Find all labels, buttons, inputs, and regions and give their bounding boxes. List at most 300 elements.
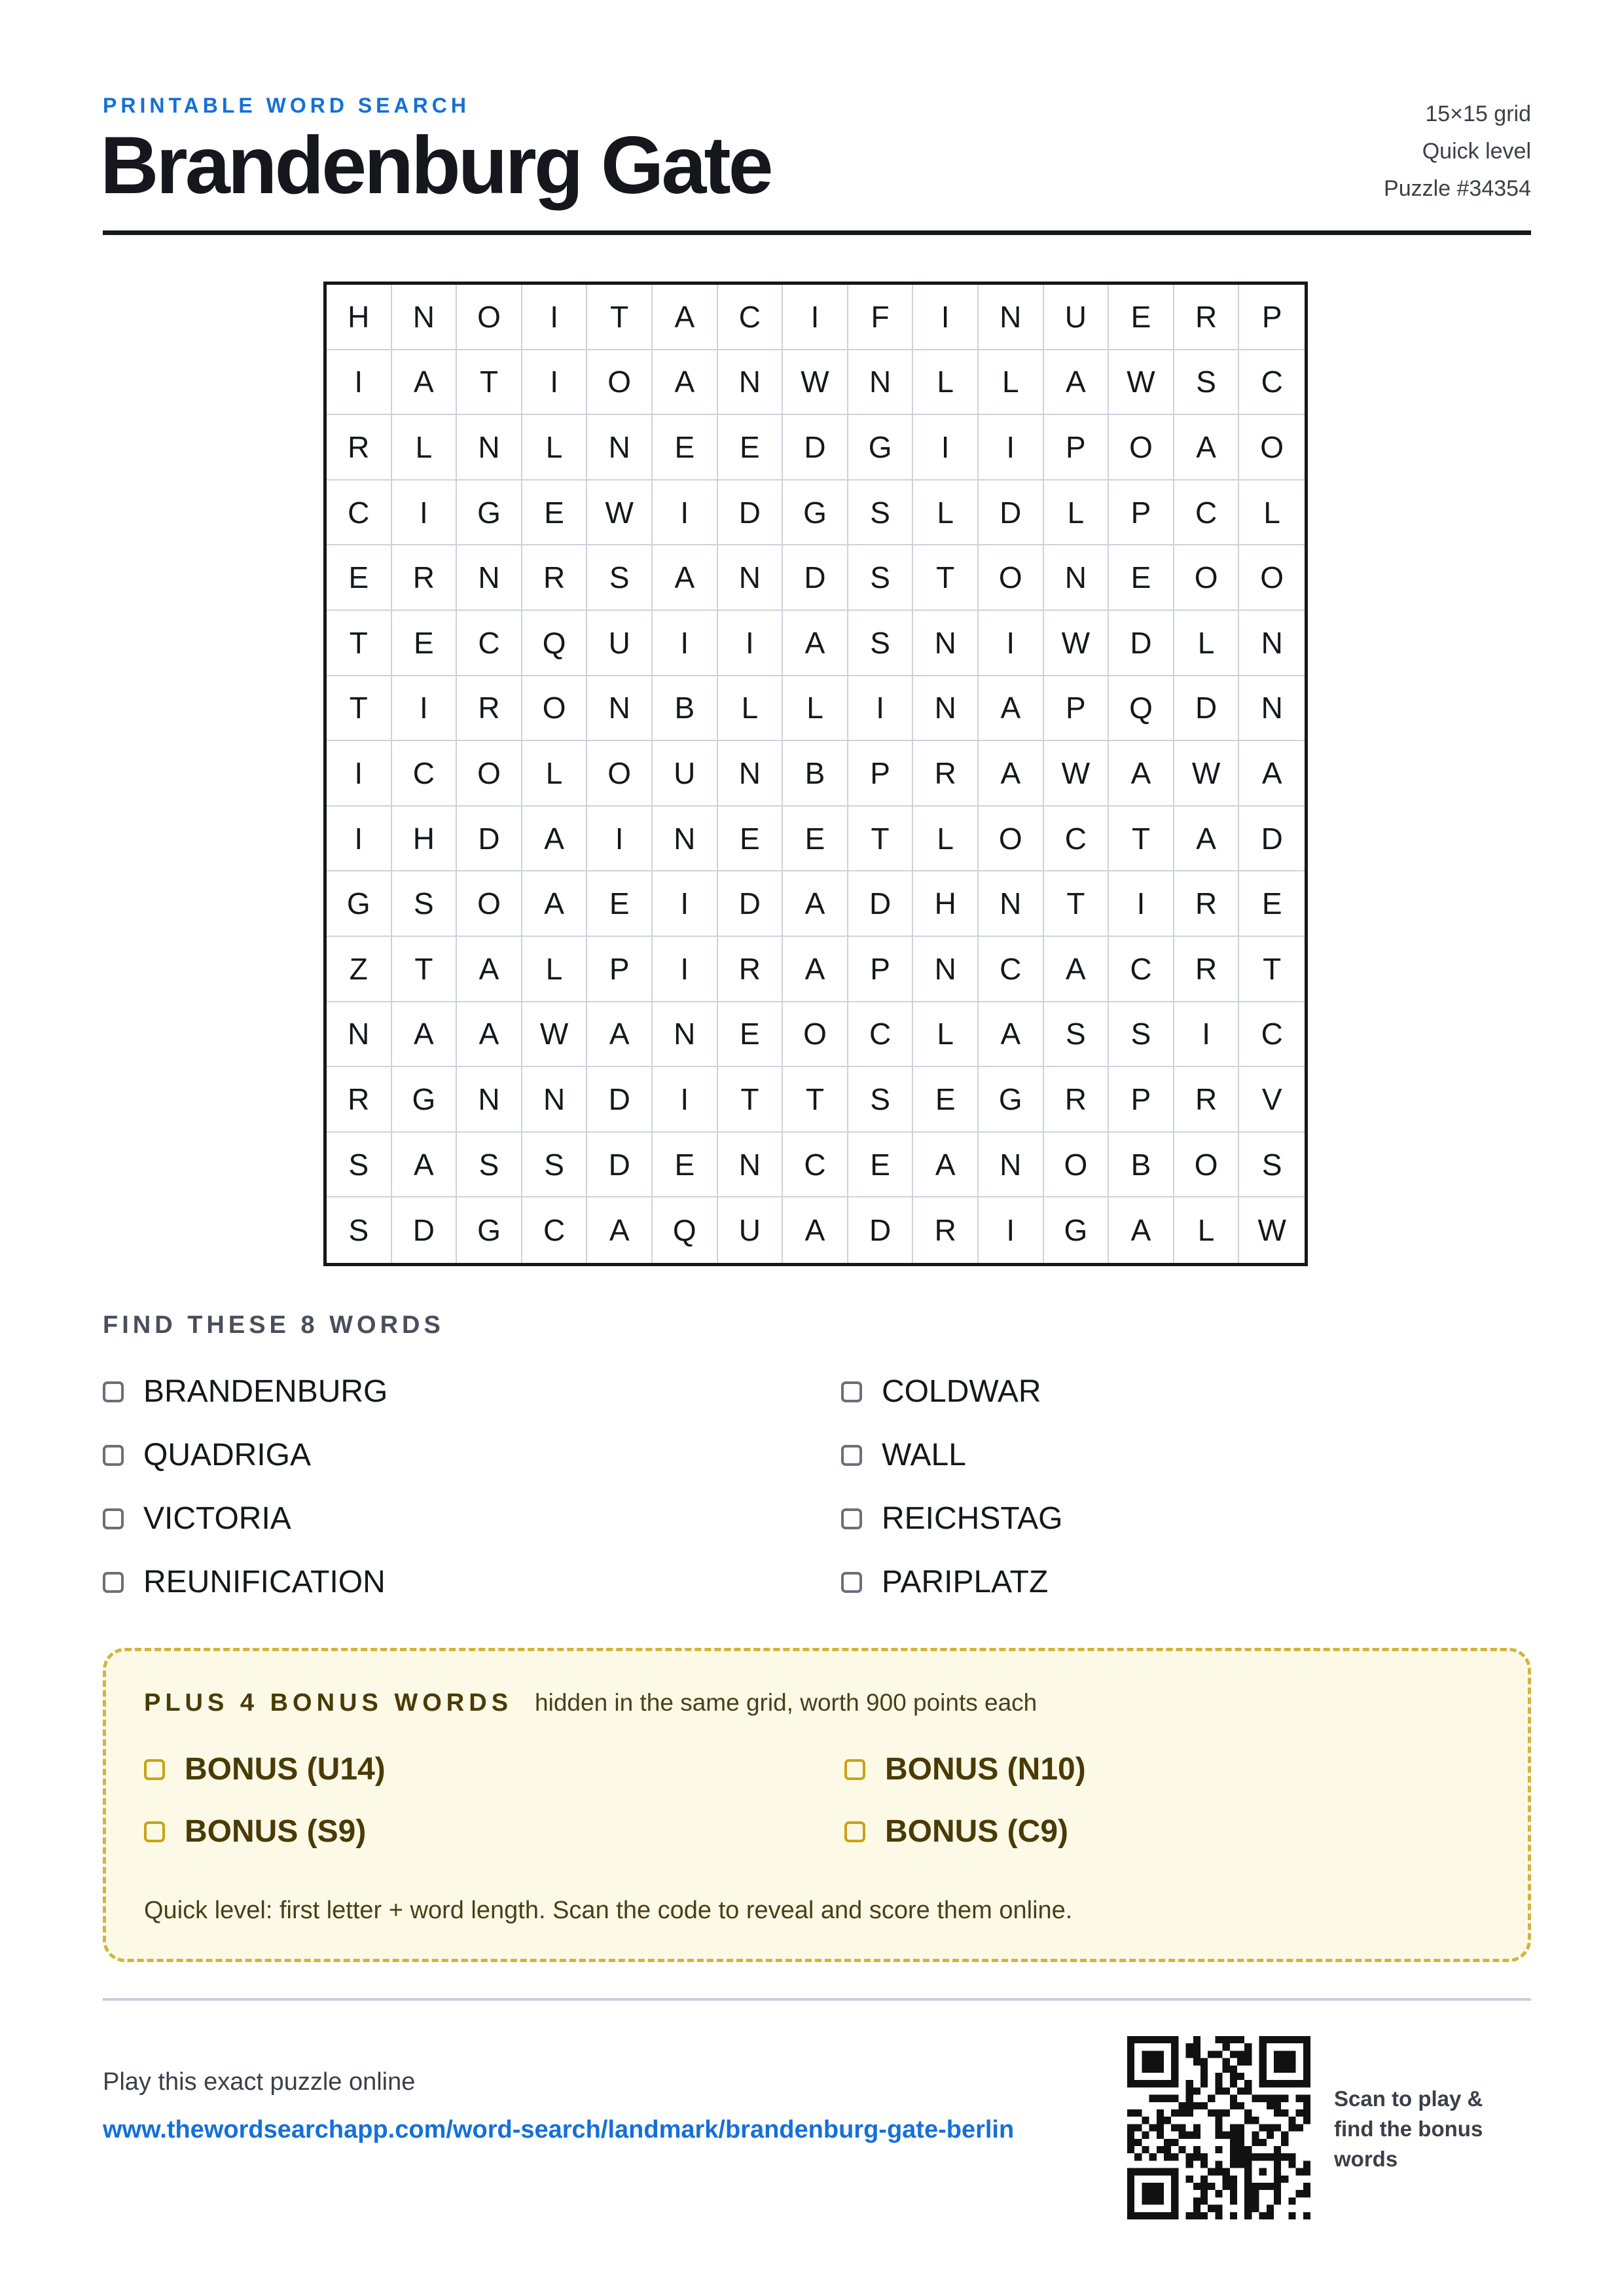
word-label: COLDWAR xyxy=(882,1374,1041,1409)
grid-cell[interactable]: W xyxy=(522,1002,588,1068)
word-item xyxy=(103,1368,841,1415)
grid-cell[interactable]: R xyxy=(327,415,392,481)
grid-cell[interactable]: T xyxy=(783,1067,848,1133)
grid-cell[interactable]: O xyxy=(457,741,522,807)
grid-cell[interactable]: H xyxy=(327,285,392,350)
grid-cell[interactable]: P xyxy=(1109,1067,1174,1133)
checkbox[interactable] xyxy=(841,1381,862,1402)
grid-cell[interactable]: I xyxy=(653,871,718,937)
checkbox[interactable] xyxy=(841,1445,862,1466)
qr-module xyxy=(1142,2146,1149,2153)
grid-cell[interactable]: L xyxy=(718,676,784,742)
grid-cell[interactable]: P xyxy=(1239,285,1305,350)
grid-cell[interactable]: S xyxy=(327,1133,392,1198)
grid-cell[interactable]: N xyxy=(1239,611,1305,676)
grid-cell[interactable]: S xyxy=(848,611,914,676)
grid-cell[interactable]: A xyxy=(1174,415,1240,481)
qr-module xyxy=(1200,2102,1208,2109)
qr-module xyxy=(1223,2183,1230,2190)
grid-cell[interactable]: W xyxy=(1044,741,1110,807)
grid-cell[interactable]: R xyxy=(457,676,522,742)
grid-cell[interactable]: T xyxy=(392,937,458,1002)
grid-cell[interactable]: O xyxy=(979,545,1044,611)
checkbox[interactable] xyxy=(103,1381,124,1402)
grid-cell[interactable]: A xyxy=(1239,741,1305,807)
grid-cell[interactable]: C xyxy=(1239,1002,1305,1068)
qr-module xyxy=(1164,2036,1171,2043)
grid-cell[interactable]: E xyxy=(783,807,848,872)
grid-cell[interactable]: N xyxy=(718,1133,784,1198)
grid-cell[interactable]: E xyxy=(653,415,718,481)
grid-cell[interactable]: S xyxy=(1044,1002,1110,1068)
grid-cell[interactable]: R xyxy=(1174,937,1240,1002)
grid-cell[interactable]: N xyxy=(979,1133,1044,1198)
grid-cell[interactable]: S xyxy=(457,1133,522,1198)
qr-module xyxy=(1281,2058,1288,2066)
grid-cell[interactable]: H xyxy=(913,871,979,937)
grid-cell[interactable]: E xyxy=(522,481,588,546)
grid-cell[interactable]: D xyxy=(587,1133,653,1198)
grid-cell[interactable]: Q xyxy=(522,611,588,676)
grid-cell[interactable]: A xyxy=(913,1133,979,1198)
grid-cell[interactable]: D xyxy=(783,545,848,611)
grid-cell[interactable]: L xyxy=(913,807,979,872)
word-item xyxy=(841,1368,1531,1415)
grid-cell[interactable]: N xyxy=(979,871,1044,937)
qr-module xyxy=(1164,2146,1171,2153)
grid-cell[interactable]: U xyxy=(653,741,718,807)
grid-cell[interactable]: A xyxy=(979,1002,1044,1068)
grid-cell[interactable]: N xyxy=(392,285,458,350)
grid-cell[interactable]: A xyxy=(653,285,718,350)
grid-cell[interactable]: B xyxy=(653,676,718,742)
grid-cell[interactable]: A xyxy=(457,1002,522,1068)
grid-cell[interactable]: S xyxy=(1109,1002,1174,1068)
qr-module xyxy=(1186,2087,1193,2094)
bonus-checkbox[interactable] xyxy=(144,1759,165,1780)
checkbox[interactable] xyxy=(841,1508,862,1529)
grid-cell[interactable]: L xyxy=(392,415,458,481)
grid-cell[interactable]: I xyxy=(1174,1002,1240,1068)
grid-cell[interactable]: N xyxy=(718,545,784,611)
grid-cell[interactable]: B xyxy=(1109,1133,1174,1198)
grid-cell[interactable]: W xyxy=(587,481,653,546)
grid-cell[interactable]: I xyxy=(392,676,458,742)
grid-cell[interactable]: A xyxy=(653,545,718,611)
grid-cell[interactable]: N xyxy=(587,676,653,742)
grid-cell[interactable]: S xyxy=(392,871,458,937)
grid-cell[interactable]: S xyxy=(327,1197,392,1263)
grid-cell[interactable]: T xyxy=(1044,871,1110,937)
qr-module xyxy=(1200,2197,1208,2204)
grid-cell[interactable]: I xyxy=(327,807,392,872)
grid-cell[interactable]: O xyxy=(522,676,588,742)
grid-cell[interactable]: N xyxy=(1239,676,1305,742)
bonus-checkbox[interactable] xyxy=(844,1759,865,1780)
grid-cell[interactable]: S xyxy=(848,545,914,611)
grid-cell[interactable]: P xyxy=(848,937,914,1002)
grid-cell[interactable]: I xyxy=(783,285,848,350)
grid-cell[interactable]: E xyxy=(718,415,784,481)
grid-cell[interactable]: R xyxy=(913,741,979,807)
bonus-checkbox[interactable] xyxy=(144,1821,165,1842)
grid-cell[interactable]: L xyxy=(1174,1197,1240,1263)
grid-cell[interactable]: S xyxy=(1174,350,1240,416)
grid-cell[interactable]: E xyxy=(1109,285,1174,350)
grid-cell[interactable]: D xyxy=(848,871,914,937)
grid-cell[interactable]: T xyxy=(913,545,979,611)
grid-cell[interactable]: A xyxy=(783,611,848,676)
qr-module xyxy=(1288,2058,1295,2066)
grid-cell[interactable]: T xyxy=(718,1067,784,1133)
grid-cell[interactable]: O xyxy=(457,871,522,937)
grid-cell[interactable]: A xyxy=(653,350,718,416)
grid-cell[interactable]: C xyxy=(457,611,522,676)
grid-cell[interactable]: P xyxy=(1044,676,1110,742)
grid-cell[interactable]: A xyxy=(783,1197,848,1263)
grid-cell[interactable]: S xyxy=(587,545,653,611)
grid-cell[interactable]: P xyxy=(587,937,653,1002)
grid-cell[interactable]: C xyxy=(327,481,392,546)
grid-cell[interactable]: D xyxy=(457,807,522,872)
grid-cell[interactable]: E xyxy=(848,1133,914,1198)
grid-cell[interactable]: N xyxy=(522,1067,588,1133)
qr-module xyxy=(1223,2176,1230,2183)
qr-module xyxy=(1252,2117,1259,2124)
qr-module xyxy=(1237,2132,1244,2139)
grid-cell[interactable]: Z xyxy=(327,937,392,1002)
puzzle-url-link[interactable]: www.thewordsearchapp.com/word-search/landmark/brandenburg-gate-berlin xyxy=(103,2116,1015,2143)
qr-module xyxy=(1267,2212,1274,2219)
page-title: Brandenburg Gate xyxy=(100,120,771,211)
grid-cell[interactable]: I xyxy=(979,611,1044,676)
qr-module xyxy=(1171,2190,1178,2197)
grid-cell[interactable]: O xyxy=(587,741,653,807)
qr-module xyxy=(1215,2212,1222,2219)
grid-cell[interactable]: L xyxy=(783,676,848,742)
grid-cell[interactable]: G xyxy=(392,1067,458,1133)
grid-cell[interactable]: N xyxy=(457,415,522,481)
grid-cell[interactable]: A xyxy=(1109,1197,1174,1263)
grid-cell[interactable]: G xyxy=(457,1197,522,1263)
grid-cell[interactable]: P xyxy=(1109,481,1174,546)
grid-cell[interactable]: L xyxy=(522,937,588,1002)
grid-cell[interactable]: I xyxy=(522,350,588,416)
grid-cell[interactable]: E xyxy=(718,1002,784,1068)
grid-cell[interactable]: G xyxy=(457,481,522,546)
qr-module xyxy=(1230,2212,1237,2219)
grid-cell[interactable]: E xyxy=(653,1133,718,1198)
grid-cell[interactable]: O xyxy=(587,350,653,416)
grid-cell[interactable]: A xyxy=(522,871,588,937)
grid-cell[interactable]: F xyxy=(848,285,914,350)
grid-cell[interactable]: W xyxy=(783,350,848,416)
grid-cell[interactable]: L xyxy=(913,1002,979,1068)
grid-cell[interactable]: E xyxy=(1239,871,1305,937)
qr-module xyxy=(1296,2095,1303,2102)
qr-module xyxy=(1171,2212,1178,2219)
grid-cell[interactable]: I xyxy=(327,741,392,807)
grid-cell[interactable]: E xyxy=(327,545,392,611)
qr-module xyxy=(1164,2139,1171,2146)
grid-cell[interactable]: R xyxy=(1174,285,1240,350)
qr-module xyxy=(1215,2160,1222,2168)
grid-cell[interactable]: D xyxy=(848,1197,914,1263)
grid-cell[interactable]: A xyxy=(522,807,588,872)
grid-cell[interactable]: G xyxy=(327,871,392,937)
grid-cell[interactable]: N xyxy=(913,676,979,742)
grid-cell[interactable]: A xyxy=(392,350,458,416)
grid-cell[interactable]: N xyxy=(457,545,522,611)
grid-cell[interactable]: I xyxy=(653,481,718,546)
grid-cell[interactable]: C xyxy=(1174,481,1240,546)
grid-cell[interactable]: O xyxy=(1239,545,1305,611)
grid-cell[interactable]: E xyxy=(392,611,458,676)
grid-cell[interactable]: R xyxy=(718,937,784,1002)
grid-cell[interactable]: L xyxy=(1239,481,1305,546)
qr-module xyxy=(1171,2080,1178,2087)
grid-cell[interactable]: S xyxy=(1239,1133,1305,1198)
word-label: PARIPLATZ xyxy=(882,1565,1049,1599)
grid-cell[interactable]: E xyxy=(587,871,653,937)
grid-cell[interactable]: R xyxy=(1174,871,1240,937)
grid-cell[interactable]: E xyxy=(718,807,784,872)
grid-cell[interactable]: O xyxy=(1174,545,1240,611)
grid-cell[interactable]: V xyxy=(1239,1067,1305,1133)
grid-cell[interactable]: I xyxy=(327,350,392,416)
grid-cell[interactable]: A xyxy=(587,1197,653,1263)
grid-cell[interactable]: I xyxy=(718,611,784,676)
word-label: BRANDENBURG xyxy=(143,1374,388,1409)
checkbox[interactable] xyxy=(103,1508,124,1529)
qr-module xyxy=(1127,2073,1134,2080)
grid-cell[interactable]: C xyxy=(1239,350,1305,416)
grid-cell[interactable]: I xyxy=(979,415,1044,481)
grid-cell[interactable]: U xyxy=(1044,285,1110,350)
grid-cell[interactable]: W xyxy=(1109,350,1174,416)
qr-module xyxy=(1259,2043,1267,2050)
grid-cell[interactable]: S xyxy=(848,1067,914,1133)
grid-cell[interactable]: D xyxy=(1109,611,1174,676)
grid-cell[interactable]: C xyxy=(848,1002,914,1068)
grid-cell[interactable]: D xyxy=(1239,807,1305,872)
grid-cell[interactable]: A xyxy=(392,1133,458,1198)
grid-cell[interactable]: R xyxy=(522,545,588,611)
grid-cell[interactable]: D xyxy=(718,481,784,546)
grid-cell[interactable]: C xyxy=(522,1197,588,1263)
grid-cell[interactable]: A xyxy=(783,871,848,937)
grid-cell[interactable]: O xyxy=(1174,1133,1240,1198)
grid-cell[interactable]: N xyxy=(718,350,784,416)
qr-module xyxy=(1164,2212,1171,2219)
qr-module xyxy=(1244,2168,1252,2176)
grid-cell[interactable]: I xyxy=(913,285,979,350)
grid-cell[interactable]: T xyxy=(587,285,653,350)
qr-module xyxy=(1208,2050,1215,2058)
grid-cell[interactable]: D xyxy=(1174,676,1240,742)
grid-cell[interactable]: B xyxy=(783,741,848,807)
find-words-heading: FIND THESE 8 WORDS xyxy=(103,1311,444,1339)
grid-cell[interactable]: I xyxy=(587,807,653,872)
grid-cell[interactable]: C xyxy=(1044,807,1110,872)
grid-cell[interactable]: C xyxy=(979,937,1044,1002)
grid-cell[interactable]: T xyxy=(327,676,392,742)
qr-module xyxy=(1274,2153,1281,2160)
grid-cell[interactable]: N xyxy=(653,1002,718,1068)
grid-cell[interactable]: L xyxy=(522,741,588,807)
grid-cell[interactable]: G xyxy=(848,415,914,481)
qr-module xyxy=(1157,2058,1164,2066)
qr-module xyxy=(1259,2036,1267,2043)
grid-cell[interactable]: N xyxy=(913,611,979,676)
grid-cell[interactable]: D xyxy=(587,1067,653,1133)
grid-cell[interactable]: N xyxy=(1044,545,1110,611)
grid-cell[interactable]: R xyxy=(1174,1067,1240,1133)
grid-cell[interactable]: I xyxy=(913,415,979,481)
grid-cell[interactable]: P xyxy=(1044,415,1110,481)
grid-cell[interactable]: O xyxy=(979,807,1044,872)
grid-cell[interactable]: A xyxy=(1109,741,1174,807)
grid-cell[interactable]: O xyxy=(1109,415,1174,481)
grid-cell[interactable]: O xyxy=(1239,415,1305,481)
grid-cell[interactable]: W xyxy=(1044,611,1110,676)
grid-cell[interactable]: S xyxy=(522,1133,588,1198)
grid-cell[interactable]: D xyxy=(718,871,784,937)
grid-cell[interactable]: N xyxy=(848,350,914,416)
qr-module xyxy=(1244,2197,1252,2204)
grid-cell[interactable]: N xyxy=(653,807,718,872)
grid-cell[interactable]: Q xyxy=(653,1197,718,1263)
qr-module xyxy=(1142,2036,1149,2043)
grid-cell[interactable]: E xyxy=(1109,545,1174,611)
qr-module xyxy=(1288,2212,1295,2219)
grid-cell[interactable]: N xyxy=(457,1067,522,1133)
grid-cell[interactable]: L xyxy=(979,350,1044,416)
grid-cell[interactable]: I xyxy=(848,676,914,742)
grid-cell[interactable]: Q xyxy=(1109,676,1174,742)
grid-cell[interactable]: N xyxy=(913,937,979,1002)
qr-module xyxy=(1303,2168,1310,2176)
grid-cell[interactable]: P xyxy=(848,741,914,807)
grid-cell[interactable]: D xyxy=(783,415,848,481)
qr-code[interactable] xyxy=(1127,2036,1310,2219)
grid-cell[interactable]: L xyxy=(1044,481,1110,546)
grid-cell[interactable]: N xyxy=(327,1002,392,1068)
grid-cell[interactable]: I xyxy=(979,1197,1044,1263)
grid-cell[interactable]: D xyxy=(979,481,1044,546)
grid-cell[interactable]: N xyxy=(587,415,653,481)
grid-cell[interactable]: W xyxy=(1257,1213,1286,1248)
grid-cell[interactable]: A xyxy=(457,937,522,1002)
qr-module xyxy=(1193,2036,1200,2043)
grid-cell[interactable]: O xyxy=(1044,1133,1110,1198)
qr-module xyxy=(1171,2183,1178,2190)
grid-cell[interactable]: A xyxy=(1044,350,1110,416)
grid-cell[interactable]: R xyxy=(913,1197,979,1263)
grid-cell[interactable]: O xyxy=(457,285,522,350)
grid-cell[interactable]: I xyxy=(392,481,458,546)
qr-module xyxy=(1127,2146,1134,2153)
grid-cell[interactable]: A xyxy=(979,676,1044,742)
grid-cell[interactable]: I xyxy=(653,611,718,676)
grid-cell[interactable]: N xyxy=(718,741,784,807)
qr-module xyxy=(1244,2205,1252,2212)
grid-cell[interactable]: D xyxy=(392,1197,458,1263)
grid-cell[interactable]: L xyxy=(913,481,979,546)
qr-module xyxy=(1230,2066,1237,2073)
qr-module xyxy=(1303,2212,1310,2219)
grid-cell[interactable]: O xyxy=(783,1002,848,1068)
grid-cell[interactable]: E xyxy=(913,1067,979,1133)
grid-cell[interactable]: A xyxy=(392,1002,458,1068)
grid-cell[interactable]: I xyxy=(653,937,718,1002)
grid-cell[interactable]: G xyxy=(783,481,848,546)
qr-module xyxy=(1252,2153,1259,2160)
bonus-word-label: BONUS (S9) xyxy=(185,1814,367,1849)
grid-cell[interactable]: S xyxy=(848,481,914,546)
grid-cell[interactable]: N xyxy=(979,285,1044,350)
grid-cell[interactable]: I xyxy=(1109,871,1174,937)
qr-module xyxy=(1274,2109,1281,2117)
grid-cell[interactable]: T xyxy=(457,350,522,416)
grid-cell[interactable]: A xyxy=(1174,807,1240,872)
word-list xyxy=(103,1368,1531,1605)
qr-module xyxy=(1230,2124,1237,2131)
grid-cell[interactable]: C xyxy=(392,741,458,807)
qr-module xyxy=(1149,2095,1157,2102)
grid-cell[interactable]: T xyxy=(1109,807,1174,872)
grid-cell[interactable]: H xyxy=(392,807,458,872)
qr-module xyxy=(1127,2197,1134,2204)
grid-cell[interactable]: L xyxy=(1174,611,1240,676)
qr-module xyxy=(1230,2095,1237,2102)
grid-cell[interactable]: R xyxy=(1044,1067,1110,1133)
grid-cell[interactable]: A xyxy=(783,937,848,1002)
grid-cell[interactable]: G xyxy=(1044,1197,1110,1263)
grid-cell[interactable]: R xyxy=(392,545,458,611)
grid-cell[interactable]: C xyxy=(1109,937,1174,1002)
qr-module xyxy=(1252,2205,1259,2212)
qr-module xyxy=(1142,2080,1149,2087)
qr-module xyxy=(1281,2132,1288,2139)
grid-cell[interactable]: L xyxy=(522,415,588,481)
grid-cell[interactable]: U xyxy=(718,1197,784,1263)
grid-cell[interactable]: W xyxy=(1174,741,1240,807)
grid-cell[interactable]: C xyxy=(783,1133,848,1198)
grid-cell[interactable]: T xyxy=(848,807,914,872)
checkbox[interactable] xyxy=(103,1572,124,1593)
qr-module xyxy=(1288,2160,1295,2168)
qr-module xyxy=(1164,2095,1171,2102)
grid-cell[interactable]: A xyxy=(587,1002,653,1068)
grid-cell[interactable]: A xyxy=(979,741,1044,807)
grid-cell[interactable]: L xyxy=(913,350,979,416)
checkbox[interactable] xyxy=(841,1572,862,1593)
grid-cell[interactable]: I xyxy=(522,285,588,350)
qr-module xyxy=(1244,2109,1252,2117)
grid-cell[interactable]: G xyxy=(979,1067,1044,1133)
grid-cell[interactable]: C xyxy=(718,285,784,350)
grid-cell[interactable]: R xyxy=(327,1067,392,1133)
grid-cell[interactable]: T xyxy=(1239,937,1305,1002)
checkbox[interactable] xyxy=(103,1445,124,1466)
qr-module xyxy=(1157,2190,1164,2197)
grid-cell[interactable]: T xyxy=(327,611,392,676)
grid-cell[interactable]: U xyxy=(587,611,653,676)
grid-cell[interactable]: I xyxy=(653,1067,718,1133)
bonus-checkbox[interactable] xyxy=(844,1821,865,1842)
grid-cell[interactable]: A xyxy=(1044,937,1110,1002)
